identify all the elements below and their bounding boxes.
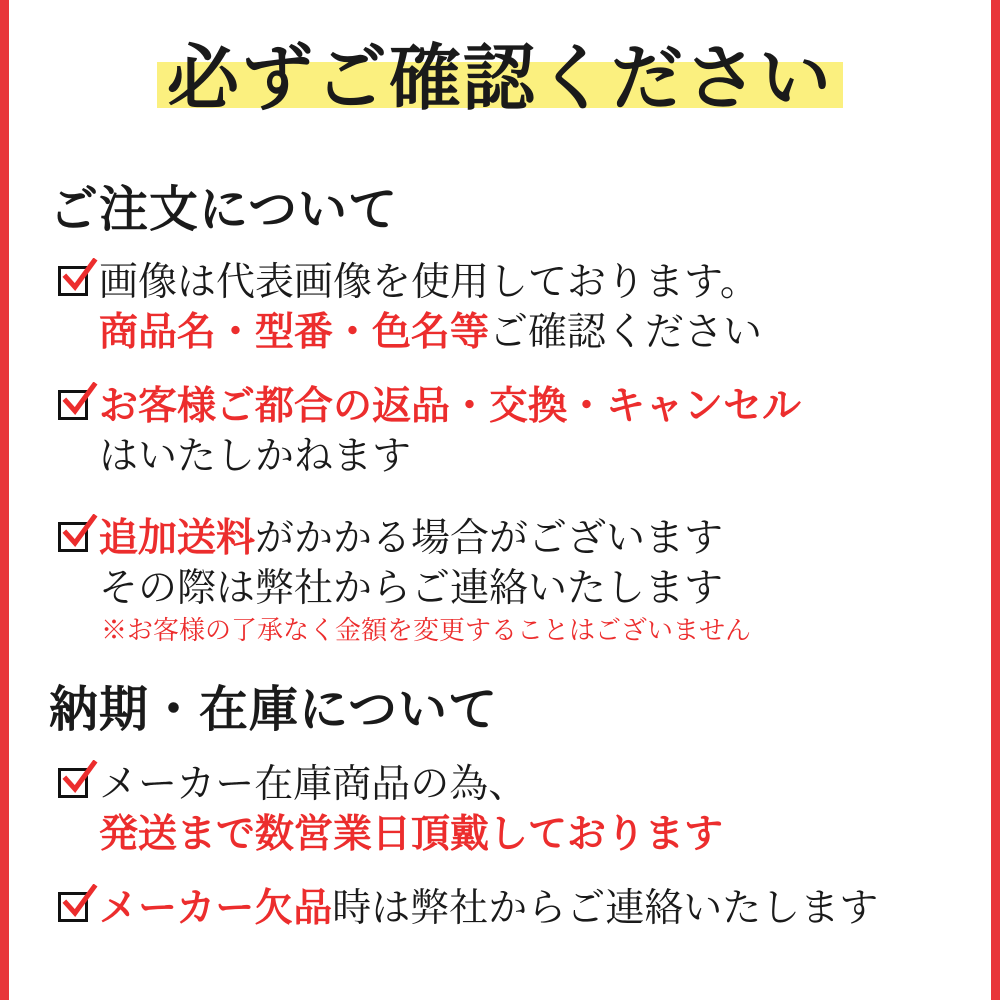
list-item [55, 382, 975, 482]
item-line-2-black: ご確認ください [489, 311, 763, 354]
item-line-2: はいたしかねます [99, 435, 412, 478]
checkbox-checked-icon [55, 763, 95, 803]
item-line-2-red: 商品名・型番・色名等 [99, 311, 490, 354]
item-line-1-black: がかかる場合がございます [255, 517, 724, 560]
checkbox-checked-icon [55, 261, 95, 301]
list-item [55, 760, 975, 860]
item-line-1: 画像は代表画像を使用しております。 [99, 261, 759, 304]
checkbox-checked-icon [55, 385, 95, 425]
item-line-1: メーカー在庫商品の為、 [99, 763, 528, 806]
item-line-1-red: メーカー欠品 [99, 887, 333, 930]
item-note: ※お客様の了承なく金額を変更することはございません [101, 616, 752, 645]
section-heading-orders: ご注文について [49, 182, 399, 237]
page-title-text: 必ずご確認ください [166, 39, 833, 119]
page-title [9, 36, 991, 122]
list-item [55, 258, 975, 358]
list-item [55, 514, 975, 648]
item-line-2: 発送まで数営業日頂戴しております [99, 813, 724, 856]
notice-content [9, 0, 991, 1000]
item-line-1-black: 時は弊社からご連絡いたします [332, 887, 879, 930]
checkbox-checked-icon [55, 887, 95, 927]
item-line-1: お客様ご都合の返品・交換・キャンセル [99, 385, 802, 428]
section-heading-delivery: 納期・在庫について [49, 682, 499, 737]
item-line-1-red: 追加送料 [99, 517, 256, 560]
list-item [55, 884, 975, 934]
checkbox-checked-icon [55, 517, 95, 557]
item-line-2: その際は弊社からご連絡いたします [99, 567, 724, 610]
